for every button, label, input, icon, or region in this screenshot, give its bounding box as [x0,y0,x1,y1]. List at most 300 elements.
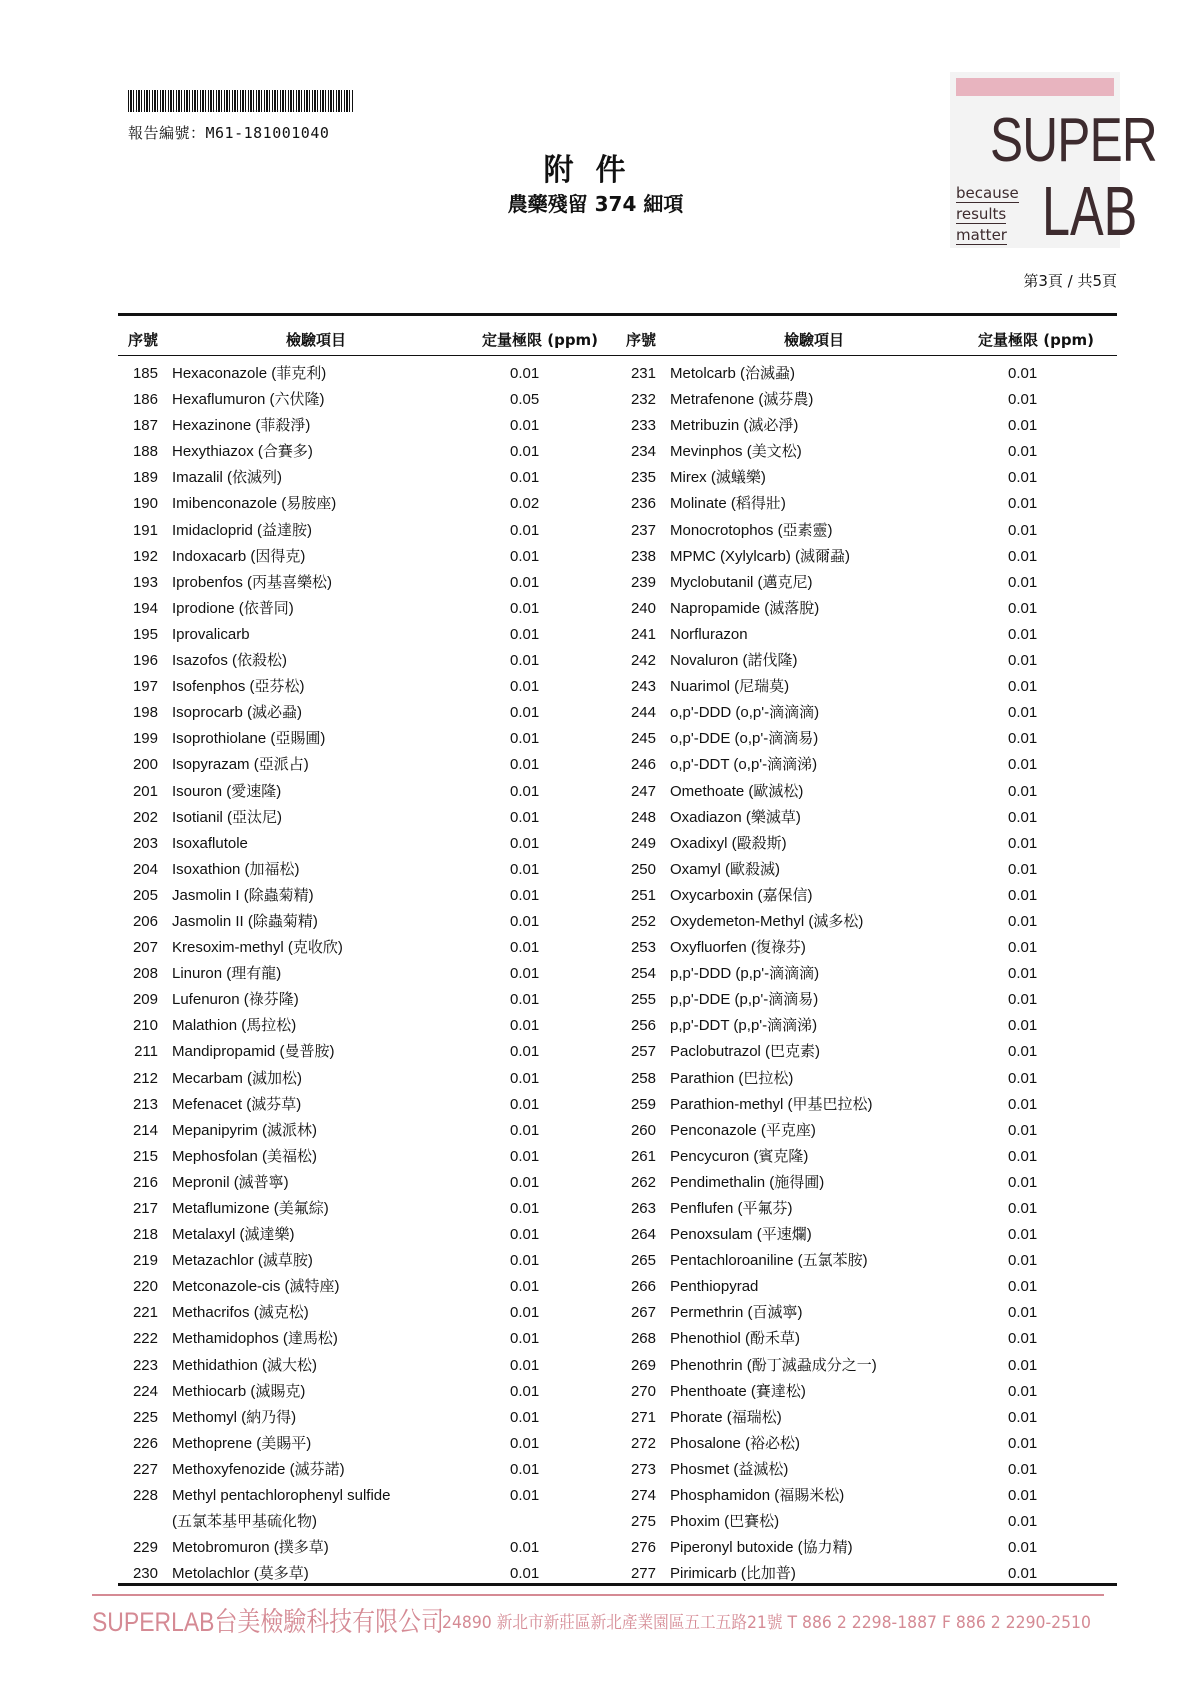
row-item-name: o,p'-DDT (o,p'-滴滴涕) [670,756,818,774]
row-number: 249 [630,834,656,852]
row-limit: 0.01 [1008,625,1038,643]
row-number: 269 [630,1356,656,1374]
row-limit: 0.01 [1008,573,1038,591]
row-item-name: Oxadixyl (毆殺斯) [670,834,787,852]
row-number: 225 [132,1408,158,1426]
row-item-name: Phosalone (裕必松) [670,1434,801,1452]
row-number: 227 [132,1460,158,1478]
row-limit: 0.01 [1008,1095,1038,1113]
row-number: 188 [132,443,158,461]
row-number: 240 [630,599,656,617]
row-number: 186 [132,391,158,409]
row-limit: 0.01 [510,965,540,983]
row-item-name: Penflufen (平氟芬) [670,1200,793,1217]
row-number: 239 [630,573,656,591]
row-limit: 0.01 [1008,808,1038,826]
footer-rule [92,1594,1104,1596]
row-number: 206 [132,912,158,930]
logo-lab-text: LAB [1042,172,1138,250]
row-limit: 0.01 [510,443,540,461]
row-limit: 0.01 [510,1095,540,1113]
row-limit: 0.01 [510,1356,540,1374]
row-item-name: p,p'-DDD (p,p'-滴滴滴) [670,965,820,983]
row-number: 252 [630,912,656,930]
row-item-name: Isazofos (依殺松) [172,652,288,670]
row-limit: 0.01 [510,1252,540,1270]
row-item-name: Myclobutanil (邁克尼) [670,573,813,591]
row-limit: 0.01 [510,860,540,878]
row-number: 214 [132,1121,158,1139]
row-limit: 0.01 [510,573,540,591]
row-item-name: Isotianil (亞汰尼) [172,808,283,826]
row-number: 207 [132,939,158,957]
row-item-name: Iprobenfos (丙基喜樂松) [172,573,333,591]
row-limit: 0.01 [510,1330,540,1348]
row-limit: 0.01 [1008,1147,1038,1165]
row-limit: 0.01 [1008,1382,1038,1400]
row-limit: 0.01 [1008,417,1038,435]
row-limit: 0.01 [510,808,540,826]
row-item-name: (五氯苯基甲基硫化物) [172,1513,317,1531]
row-item-name: Phorate (福瑞松) [670,1408,782,1426]
row-limit: 0.01 [1008,443,1038,461]
row-item-name: Iprovalicarb [172,625,250,643]
row-item-name: Pentachloroaniline (五氯苯胺) [670,1252,868,1270]
row-number: 195 [132,625,158,643]
row-item-name: Malathion (馬拉松) [172,1017,297,1035]
row-item-name: Mirex (滅蟻樂) [670,469,766,487]
row-number: 213 [132,1095,158,1113]
row-limit: 0.01 [1008,1043,1038,1061]
row-number: 230 [132,1565,158,1583]
row-number: 241 [630,625,656,643]
row-number: 251 [630,886,656,904]
row-number: 210 [132,1017,158,1035]
row-limit: 0.01 [510,1226,540,1244]
row-limit: 0.01 [510,730,540,748]
row-number: 217 [132,1200,158,1217]
row-item-name: p,p'-DDT (p,p'-滴滴涕) [670,1017,818,1035]
row-number: 224 [132,1382,158,1400]
row-limit: 0.01 [1008,834,1038,852]
row-item-name: Mepanipyrim (滅派林) [172,1121,318,1139]
row-limit: 0.01 [510,1460,540,1478]
row-number: 243 [630,678,656,696]
row-item-name: Mepronil (滅普寧) [172,1173,289,1191]
row-number: 238 [630,547,656,565]
row-number: 246 [630,756,656,774]
row-limit: 0.01 [510,599,540,617]
row-number: 257 [630,1043,656,1061]
row-number: 204 [132,860,158,878]
row-item-name: Phenthoate (賽達松) [670,1382,806,1400]
row-item-name: Isoxaflutole [172,834,248,852]
row-item-name: Lufenuron (祿芬隆) [172,991,299,1009]
row-limit: 0.01 [510,834,540,852]
logo-tagline-3: matter [956,226,1007,244]
row-number: 262 [630,1173,656,1191]
page-indicator: 第3頁 / 共5頁 [1023,272,1117,290]
row-item-name: Molinate (稻得壯) [670,495,786,513]
row-item-name: Phosphamidon (福賜米松) [670,1487,845,1505]
page-subtitle: 農藥殘留 374 細項 [507,192,684,216]
logo-tagline-2: results [956,205,1007,223]
row-limit: 0.01 [1008,547,1038,565]
row-item-name: Mandipropamid (曼普胺) [172,1043,335,1061]
row-item-name: Oxydemeton-Methyl (滅多松) [670,912,864,930]
row-limit: 0.01 [1008,860,1038,878]
row-limit: 0.01 [510,1434,540,1452]
row-number: 267 [630,1304,656,1322]
row-limit: 0.01 [1008,939,1038,957]
row-number: 245 [630,730,656,748]
row-limit: 0.01 [1008,1069,1038,1087]
row-item-name: Jasmolin I (除蟲菊精) [172,886,314,904]
row-limit: 0.01 [510,1487,540,1505]
row-number: 247 [630,782,656,800]
row-number: 190 [132,495,158,513]
row-number: 254 [630,965,656,983]
row-item-name: Methoxyfenozide (滅芬諾) [172,1460,345,1478]
row-number: 259 [630,1095,656,1113]
row-number: 205 [132,886,158,904]
row-item-name: Metaflumizone (美氟綜) [172,1200,329,1217]
header-no-left: 序號 [128,331,159,349]
row-limit: 0.01 [1008,1121,1038,1139]
row-limit: 0.01 [510,1017,540,1035]
table-header-rule [118,355,1117,356]
row-item-name: Oxadiazon (樂滅草) [670,808,801,826]
row-item-name: Parathion (巴拉松) [670,1069,794,1087]
row-number: 235 [630,469,656,487]
logo-super-text: SUPER [990,106,1157,175]
row-number: 202 [132,808,158,826]
row-number: 216 [132,1173,158,1191]
row-number: 266 [630,1278,656,1296]
row-item-name: Hexythiazox (合賽多) [172,443,313,461]
row-limit: 0.01 [510,1382,540,1400]
row-item-name: o,p'-DDD (o,p'-滴滴滴) [670,704,820,722]
row-limit: 0.01 [510,912,540,930]
row-item-name: Piperonyl butoxide (協力精) [670,1539,853,1557]
row-item-name: Methomyl (納乃得) [172,1408,297,1426]
row-number: 229 [132,1539,158,1557]
row-number: 263 [630,1200,656,1217]
row-limit: 0.01 [1008,1200,1038,1217]
row-item-name: Phenothiol (酚禾草) [670,1330,801,1348]
row-item-name: Permethrin (百滅寧) [670,1304,803,1322]
row-limit: 0.01 [1008,991,1038,1009]
row-number: 275 [630,1513,656,1531]
footer-address: 24890 新北市新莊區新北產業園區五工五路21號 T 886 2 2298-1887 F 886 2 2290-2510 [442,1613,1091,1633]
row-limit: 0.01 [510,939,540,957]
row-item-name: o,p'-DDE (o,p'-滴滴易) [670,730,819,748]
row-limit: 0.01 [510,756,540,774]
row-number: 236 [630,495,656,513]
row-number: 250 [630,860,656,878]
barcode [128,90,354,112]
row-limit: 0.01 [510,417,540,435]
row-limit: 0.01 [1008,1408,1038,1426]
row-limit: 0.01 [510,1147,540,1165]
row-number: 273 [630,1460,656,1478]
row-item-name: Phenothrin (酚丁滅蝨成分之一) [670,1356,877,1374]
row-limit: 0.01 [1008,1460,1038,1478]
row-number: 228 [132,1487,158,1505]
row-item-name: Imazalil (依滅列) [172,469,283,487]
row-item-name: Oxyfluorfen (復祿芬) [670,939,806,957]
row-limit: 0.01 [510,469,540,487]
row-limit: 0.02 [510,495,540,513]
row-limit: 0.01 [510,782,540,800]
row-limit: 0.01 [1008,365,1038,382]
row-number: 198 [132,704,158,722]
row-number: 219 [132,1252,158,1270]
row-number: 277 [630,1565,656,1583]
row-limit: 0.01 [510,521,540,539]
row-number: 208 [132,965,158,983]
row-number: 220 [132,1278,158,1296]
row-item-name: Isopyrazam (亞派占) [172,756,309,774]
row-limit: 0.01 [1008,599,1038,617]
row-limit: 0.01 [1008,912,1038,930]
row-item-name: Metalaxyl (滅達樂) [172,1226,295,1244]
row-item-name: Methacrifos (滅克松) [172,1304,309,1322]
row-number: 221 [132,1304,158,1322]
header-limit-left: 定量極限 (ppm) [482,331,599,349]
row-item-name: Omethoate (歐滅松) [670,782,804,800]
row-number: 242 [630,652,656,670]
row-limit: 0.01 [1008,1252,1038,1270]
row-number: 232 [630,391,656,409]
row-item-name: Methiocarb (滅賜克) [172,1382,306,1400]
row-item-name: Phosmet (益滅松) [670,1460,789,1478]
row-limit: 0.01 [1008,1539,1038,1557]
row-item-name: Kresoxim-methyl (克收欣) [172,939,343,957]
row-number: 261 [630,1147,656,1165]
row-item-name: Indoxacarb (因得克) [172,547,306,565]
row-number: 218 [132,1226,158,1244]
row-number: 233 [630,417,656,435]
row-number: 209 [132,991,158,1009]
row-item-name: Isouron (愛速隆) [172,782,282,800]
row-number: 256 [630,1017,656,1035]
row-item-name: MPMC (Xylylcarb) (滅爾蝨) [670,547,850,565]
row-item-name: Penoxsulam (平速爛) [670,1226,812,1244]
row-number: 223 [132,1356,158,1374]
row-number: 189 [132,469,158,487]
row-item-name: Iprodione (依普同) [172,599,294,617]
footer-company-name: SUPERLAB台美檢驗科技有限公司 [92,1607,444,1637]
row-number: 258 [630,1069,656,1087]
row-number: 199 [132,730,158,748]
row-limit: 0.05 [510,391,540,409]
row-limit: 0.01 [510,1304,540,1322]
row-number: 201 [132,782,158,800]
row-limit: 0.01 [510,1278,540,1296]
header-no-right: 序號 [626,331,657,349]
row-limit: 0.01 [1008,1173,1038,1191]
row-item-name: Imibenconazole (易胺座) [172,495,337,513]
row-number: 187 [132,417,158,435]
row-limit: 0.01 [1008,1226,1038,1244]
row-item-name: Metconazole-cis (滅特座) [172,1278,340,1296]
row-item-name: Napropamide (滅落脫) [670,599,820,617]
row-item-name: Methoprene (美賜平) [172,1434,312,1452]
row-item-name: Metazachlor (滅草胺) [172,1252,313,1270]
row-limit: 0.01 [1008,886,1038,904]
header-item-right: 檢驗項目 [784,331,845,349]
row-limit: 0.01 [510,1408,540,1426]
row-item-name: Metobromuron (撲多草) [172,1539,329,1557]
row-number: 200 [132,756,158,774]
row-item-name: Parathion-methyl (甲基巴拉松) [670,1095,873,1113]
row-item-name: Pencycuron (賓克隆) [670,1147,809,1165]
row-item-name: Norflurazon [670,625,748,643]
row-item-name: Methyl pentachlorophenyl sulfide [172,1487,391,1505]
row-item-name: p,p'-DDE (p,p'-滴滴易) [670,991,819,1009]
row-number: 193 [132,573,158,591]
row-number: 272 [630,1434,656,1452]
table-top-rule [118,313,1117,316]
row-number: 226 [132,1434,158,1452]
row-limit: 0.01 [1008,1487,1038,1505]
row-item-name: Phoxim (巴賽松) [670,1513,780,1531]
row-item-name: Metolachlor (莫多草) [172,1565,309,1583]
row-number: 222 [132,1330,158,1348]
row-limit: 0.01 [1008,521,1038,539]
logo-tagline-1: because [956,184,1019,202]
row-limit: 0.01 [510,704,540,722]
row-limit: 0.01 [510,1173,540,1191]
row-number: 244 [630,704,656,722]
row-number: 203 [132,834,158,852]
row-limit: 0.01 [510,1539,540,1557]
row-item-name: Nuarimol (尼瑞莫) [670,678,790,696]
row-item-name: Paclobutrazol (巴克素) [670,1043,821,1061]
row-number: 271 [630,1408,656,1426]
row-number: 192 [132,547,158,565]
row-limit: 0.01 [1008,1330,1038,1348]
row-item-name: Methamidophos (達馬松) [172,1330,338,1348]
row-limit: 0.01 [1008,1513,1038,1531]
row-item-name: Jasmolin II (除蟲菊精) [172,912,318,930]
row-limit: 0.01 [1008,704,1038,722]
row-item-name: Hexazinone (菲殺淨) [172,417,311,435]
row-limit: 0.01 [510,1200,540,1217]
row-item-name: Hexaconazole (菲克利) [172,365,327,382]
row-number: 237 [630,521,656,539]
row-limit: 0.01 [1008,756,1038,774]
row-number: 196 [132,652,158,670]
row-limit: 0.01 [510,625,540,643]
row-limit: 0.01 [510,678,540,696]
row-item-name: Novaluron (諾伐隆) [670,652,798,670]
row-item-name: Metolcarb (治滅蝨) [670,365,796,382]
row-limit: 0.01 [1008,1304,1038,1322]
row-limit: 0.01 [510,991,540,1009]
row-limit: 0.01 [510,547,540,565]
row-number: 234 [630,443,656,461]
superlab-logo [950,72,1157,250]
row-limit: 0.01 [510,886,540,904]
row-item-name: Pirimicarb (比加普) [670,1565,796,1583]
row-limit: 0.01 [510,1121,540,1139]
row-number: 212 [132,1069,158,1087]
row-number: 253 [630,939,656,957]
row-limit: 0.01 [510,1043,540,1061]
row-limit: 0.01 [1008,391,1038,409]
row-item-name: Methidathion (滅大松) [172,1356,318,1374]
row-limit: 0.01 [1008,678,1038,696]
row-item-name: Penconazole (平克座) [670,1121,816,1139]
row-limit: 0.01 [1008,1278,1038,1296]
report-number: 報告編號：M61-181001040 [128,124,330,142]
row-item-name: Metribuzin (滅必淨) [670,417,799,435]
row-number: 185 [132,365,158,382]
row-number: 255 [630,991,656,1009]
row-number: 211 [134,1043,158,1061]
row-limit: 0.01 [510,1069,540,1087]
row-item-name: Metrafenone (滅芬農) [670,391,814,409]
row-limit: 0.01 [1008,495,1038,513]
row-limit: 0.01 [1008,1017,1038,1035]
row-item-name: Hexaflumuron (六伏隆) [172,391,325,409]
row-item-name: Isoxathion (加福松) [172,860,300,878]
row-number: 194 [132,599,158,617]
row-number: 260 [630,1121,656,1139]
row-number: 274 [630,1487,656,1505]
row-number: 270 [630,1382,656,1400]
row-item-name: Mevinphos (美文松) [670,443,802,461]
row-limit: 0.01 [1008,469,1038,487]
row-limit: 0.01 [1008,1356,1038,1374]
row-number: 215 [132,1147,158,1165]
row-number: 268 [630,1330,656,1348]
footer [92,1600,1112,1636]
row-item-name: Mefenacet (滅芬草) [172,1095,302,1113]
row-item-name: Mecarbam (滅加松) [172,1069,303,1087]
row-number: 264 [630,1226,656,1244]
page-title: 附件 [543,153,648,188]
row-limit: 0.01 [1008,652,1038,670]
header-item-left: 檢驗項目 [286,331,347,349]
row-number: 276 [630,1539,656,1557]
row-limit: 0.01 [1008,730,1038,748]
row-item-name: Oxamyl (歐殺滅) [670,860,780,878]
row-limit: 0.01 [510,1565,540,1583]
row-limit: 0.01 [1008,1434,1038,1452]
row-number: 197 [132,678,158,696]
row-item-name: Imidacloprid (益達胺) [172,521,313,539]
row-item-name: Isoprothiolane (亞賜圃) [172,730,326,748]
table-bottom-rule [118,1583,1117,1586]
row-item-name: Isofenphos (亞芬松) [172,678,305,696]
row-number: 231 [630,365,656,382]
row-item-name: Monocrotophos (亞素靈) [670,521,833,539]
header-limit-right: 定量極限 (ppm) [978,331,1095,349]
row-limit: 0.01 [1008,965,1038,983]
row-number: 265 [630,1252,656,1270]
row-number: 191 [132,521,158,539]
row-limit: 0.01 [510,652,540,670]
row-item-name: Oxycarboxin (嘉保信) [670,886,813,904]
row-item-name: Linuron (理有龍) [172,965,282,983]
row-item-name: Mephosfolan (美福松) [172,1147,318,1165]
row-limit: 0.01 [1008,782,1038,800]
row-item-name: Isoprocarb (滅必蝨) [172,704,303,722]
row-number: 248 [630,808,656,826]
